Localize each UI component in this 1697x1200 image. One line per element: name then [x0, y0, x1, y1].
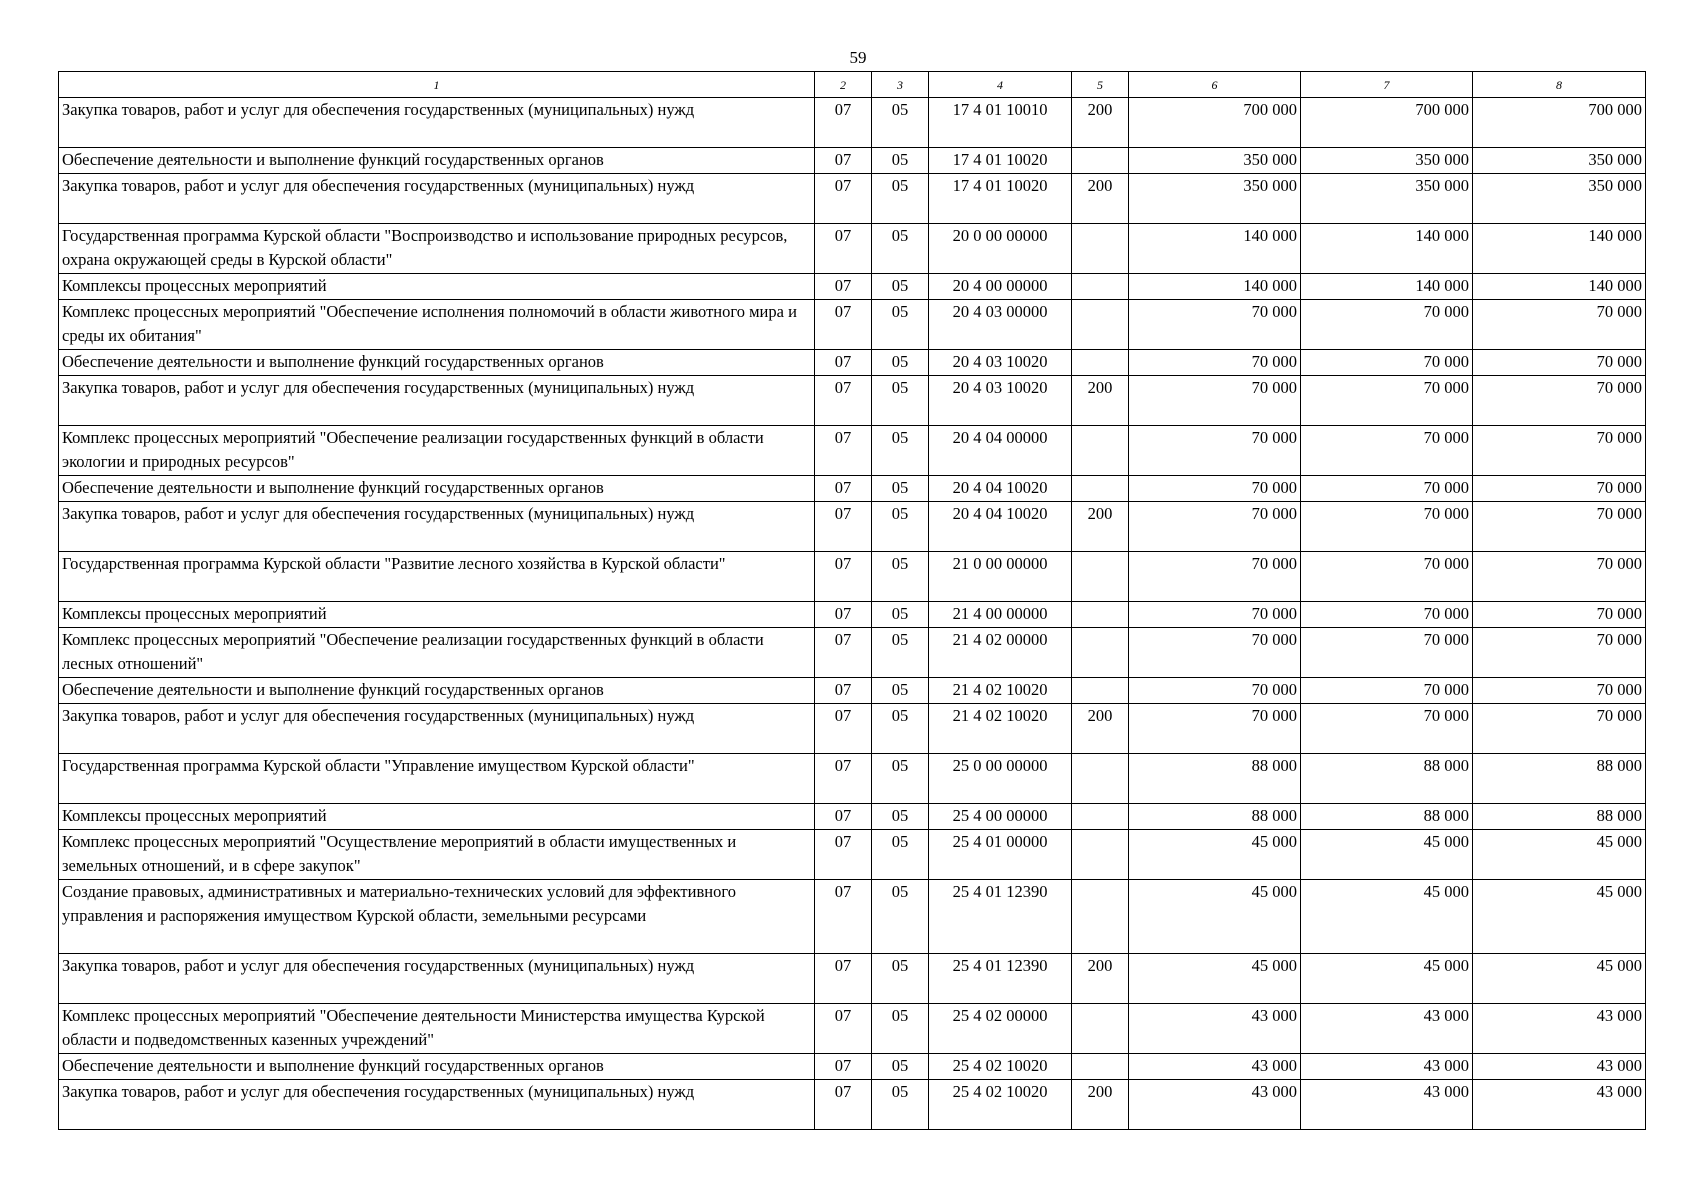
table-row	[59, 1004, 1646, 1054]
row-amount-col6-cell: 70 000	[1129, 552, 1301, 602]
row-section-cell: 07	[815, 1054, 872, 1080]
row-name-cell: Закупка товаров, работ и услуг для обеспечения государственных (муниципальных) нужд	[59, 1080, 815, 1130]
table-row	[59, 704, 1646, 754]
row-amount-col6-cell: 140 000	[1129, 224, 1301, 274]
row-target-article-cell: 25 4 02 10020	[929, 1080, 1072, 1130]
row-amount-col8-cell: 350 000	[1473, 174, 1646, 224]
row-target-article-cell: 20 4 03 00000	[929, 300, 1072, 350]
row-target-article-cell: 21 4 02 10020	[929, 678, 1072, 704]
row-amount-col6-cell: 45 000	[1129, 880, 1301, 954]
row-expense-type-cell	[1072, 804, 1129, 830]
row-target-article-cell: 17 4 01 10020	[929, 174, 1072, 224]
row-expense-type-cell	[1072, 1004, 1129, 1054]
row-amount-col8-cell: 43 000	[1473, 1080, 1646, 1130]
row-subsection-cell: 05	[872, 880, 929, 954]
table-row	[59, 754, 1646, 804]
row-target-article-cell: 25 4 01 12390	[929, 954, 1072, 1004]
row-amount-col6-cell: 45 000	[1129, 954, 1301, 1004]
row-target-article-cell: 20 4 03 10020	[929, 376, 1072, 426]
row-target-article-cell: 20 4 04 00000	[929, 426, 1072, 476]
row-amount-col7-cell: 70 000	[1301, 704, 1473, 754]
row-amount-col8-cell: 43 000	[1473, 1054, 1646, 1080]
row-amount-col8-cell: 70 000	[1473, 704, 1646, 754]
table-row	[59, 502, 1646, 552]
row-section-cell: 07	[815, 300, 872, 350]
row-section-cell: 07	[815, 804, 872, 830]
row-section-cell: 07	[815, 754, 872, 804]
row-amount-col6-cell: 70 000	[1129, 628, 1301, 678]
row-amount-col6-cell: 43 000	[1129, 1004, 1301, 1054]
table-row	[59, 174, 1646, 224]
row-section-cell: 07	[815, 98, 872, 148]
row-expense-type-cell	[1072, 300, 1129, 350]
row-expense-type-cell: 200	[1072, 174, 1129, 224]
row-amount-col7-cell: 350 000	[1301, 148, 1473, 174]
table-header-row	[59, 72, 1646, 98]
row-subsection-cell: 05	[872, 476, 929, 502]
row-amount-col6-cell: 43 000	[1129, 1054, 1301, 1080]
row-target-article-cell: 20 0 00 00000	[929, 224, 1072, 274]
row-expense-type-cell	[1072, 552, 1129, 602]
row-amount-col6-cell: 45 000	[1129, 830, 1301, 880]
row-amount-col8-cell: 70 000	[1473, 678, 1646, 704]
row-amount-col8-cell: 70 000	[1473, 602, 1646, 628]
row-amount-col8-cell: 70 000	[1473, 502, 1646, 552]
row-amount-col7-cell: 45 000	[1301, 830, 1473, 880]
row-name-cell: Закупка товаров, работ и услуг для обеспечения государственных (муниципальных) нужд	[59, 174, 815, 224]
row-section-cell: 07	[815, 274, 872, 300]
row-subsection-cell: 05	[872, 224, 929, 274]
row-name-cell: Комплексы процессных мероприятий	[59, 602, 815, 628]
row-section-cell: 07	[815, 224, 872, 274]
row-name-cell: Комплекс процессных мероприятий "Обеспечение исполнения полномочий в области животного мира и среды их обитания"	[59, 300, 815, 350]
table-row	[59, 148, 1646, 174]
row-expense-type-cell	[1072, 830, 1129, 880]
row-amount-col8-cell: 140 000	[1473, 274, 1646, 300]
row-target-article-cell: 20 4 00 00000	[929, 274, 1072, 300]
row-name-cell: Закупка товаров, работ и услуг для обеспечения государственных (муниципальных) нужд	[59, 98, 815, 148]
row-section-cell: 07	[815, 1080, 872, 1130]
row-target-article-cell: 25 4 02 10020	[929, 1054, 1072, 1080]
row-name-cell: Закупка товаров, работ и услуг для обеспечения государственных (муниципальных) нужд	[59, 704, 815, 754]
row-subsection-cell: 05	[872, 804, 929, 830]
row-subsection-cell: 05	[872, 754, 929, 804]
row-subsection-cell: 05	[872, 628, 929, 678]
row-amount-col8-cell: 70 000	[1473, 476, 1646, 502]
row-amount-col7-cell: 70 000	[1301, 502, 1473, 552]
header-cell: 2	[815, 72, 872, 98]
row-name-cell: Государственная программа Курской области "Воспроизводство и использование природных ресурсов, охрана окружающей среды в Курской области"	[59, 224, 815, 274]
row-amount-col7-cell: 88 000	[1301, 804, 1473, 830]
row-target-article-cell: 21 4 02 10020	[929, 704, 1072, 754]
row-target-article-cell: 17 4 01 10020	[929, 148, 1072, 174]
row-amount-col8-cell: 70 000	[1473, 426, 1646, 476]
table-row	[59, 1054, 1646, 1080]
row-amount-col7-cell: 70 000	[1301, 678, 1473, 704]
row-subsection-cell: 05	[872, 678, 929, 704]
row-section-cell: 07	[815, 954, 872, 1004]
row-expense-type-cell	[1072, 628, 1129, 678]
row-name-cell: Комплексы процессных мероприятий	[59, 804, 815, 830]
row-amount-col8-cell: 70 000	[1473, 376, 1646, 426]
row-amount-col8-cell: 140 000	[1473, 224, 1646, 274]
row-amount-col6-cell: 70 000	[1129, 704, 1301, 754]
row-name-cell: Обеспечение деятельности и выполнение функций государственных органов	[59, 148, 815, 174]
row-section-cell: 07	[815, 880, 872, 954]
row-name-cell: Комплекс процессных мероприятий "Осуществление мероприятий в области имущественных и земельных отношений, и в сфере закупок"	[59, 830, 815, 880]
row-amount-col6-cell: 43 000	[1129, 1080, 1301, 1130]
row-section-cell: 07	[815, 174, 872, 224]
row-amount-col8-cell: 43 000	[1473, 1004, 1646, 1054]
row-section-cell: 07	[815, 502, 872, 552]
row-amount-col7-cell: 70 000	[1301, 376, 1473, 426]
row-name-cell: Комплекс процессных мероприятий "Обеспечение реализации государственных функций в области лесных отношений"	[59, 628, 815, 678]
row-amount-col8-cell: 70 000	[1473, 628, 1646, 678]
row-subsection-cell: 05	[872, 376, 929, 426]
row-amount-col8-cell: 70 000	[1473, 552, 1646, 602]
table-row	[59, 300, 1646, 350]
row-amount-col8-cell: 45 000	[1473, 880, 1646, 954]
row-expense-type-cell	[1072, 1054, 1129, 1080]
row-target-article-cell: 25 4 02 00000	[929, 1004, 1072, 1054]
row-section-cell: 07	[815, 350, 872, 376]
row-target-article-cell: 17 4 01 10010	[929, 98, 1072, 148]
row-amount-col8-cell: 45 000	[1473, 830, 1646, 880]
row-subsection-cell: 05	[872, 300, 929, 350]
row-amount-col7-cell: 700 000	[1301, 98, 1473, 148]
table-row	[59, 602, 1646, 628]
row-section-cell: 07	[815, 148, 872, 174]
row-name-cell: Закупка товаров, работ и услуг для обеспечения государственных (муниципальных) нужд	[59, 502, 815, 552]
row-target-article-cell: 25 4 01 00000	[929, 830, 1072, 880]
row-section-cell: 07	[815, 426, 872, 476]
row-subsection-cell: 05	[872, 830, 929, 880]
row-amount-col7-cell: 70 000	[1301, 426, 1473, 476]
row-amount-col6-cell: 350 000	[1129, 174, 1301, 224]
row-expense-type-cell	[1072, 148, 1129, 174]
row-name-cell: Комплексы процессных мероприятий	[59, 274, 815, 300]
row-amount-col7-cell: 70 000	[1301, 350, 1473, 376]
row-target-article-cell: 20 4 04 10020	[929, 476, 1072, 502]
table-row	[59, 376, 1646, 426]
row-subsection-cell: 05	[872, 1054, 929, 1080]
row-target-article-cell: 20 4 04 10020	[929, 502, 1072, 552]
row-subsection-cell: 05	[872, 602, 929, 628]
row-section-cell: 07	[815, 704, 872, 754]
row-expense-type-cell: 200	[1072, 954, 1129, 1004]
header-cell: 1	[59, 72, 815, 98]
row-name-cell: Закупка товаров, работ и услуг для обеспечения государственных (муниципальных) нужд	[59, 954, 815, 1004]
row-subsection-cell: 05	[872, 704, 929, 754]
row-subsection-cell: 05	[872, 174, 929, 224]
row-section-cell: 07	[815, 602, 872, 628]
table-row	[59, 804, 1646, 830]
row-expense-type-cell: 200	[1072, 704, 1129, 754]
row-name-cell: Обеспечение деятельности и выполнение функций государственных органов	[59, 678, 815, 704]
row-amount-col7-cell: 70 000	[1301, 552, 1473, 602]
row-target-article-cell: 21 4 02 00000	[929, 628, 1072, 678]
row-amount-col8-cell: 45 000	[1473, 954, 1646, 1004]
row-amount-col7-cell: 350 000	[1301, 174, 1473, 224]
row-amount-col7-cell: 70 000	[1301, 602, 1473, 628]
header-cell: 7	[1301, 72, 1473, 98]
row-amount-col7-cell: 43 000	[1301, 1054, 1473, 1080]
table-row	[59, 350, 1646, 376]
row-subsection-cell: 05	[872, 350, 929, 376]
row-amount-col7-cell: 140 000	[1301, 274, 1473, 300]
table-row	[59, 830, 1646, 880]
table-row	[59, 426, 1646, 476]
row-amount-col6-cell: 70 000	[1129, 602, 1301, 628]
row-subsection-cell: 05	[872, 552, 929, 602]
header-cell: 6	[1129, 72, 1301, 98]
table-row	[59, 274, 1646, 300]
row-name-cell: Создание правовых, административных и материально-технических условий для эффективного управления и распоряжения имуществом Курской области, земельными ресурсами	[59, 880, 815, 954]
row-name-cell: Государственная программа Курской области "Управление имуществом Курской области"	[59, 754, 815, 804]
table-row	[59, 224, 1646, 274]
row-amount-col7-cell: 43 000	[1301, 1080, 1473, 1130]
page-number: 59	[849, 48, 867, 67]
row-expense-type-cell	[1072, 754, 1129, 804]
table-row	[59, 98, 1646, 148]
row-amount-col7-cell: 70 000	[1301, 628, 1473, 678]
row-amount-col6-cell: 70 000	[1129, 350, 1301, 376]
row-target-article-cell: 25 4 00 00000	[929, 804, 1072, 830]
row-name-cell: Закупка товаров, работ и услуг для обеспечения государственных (муниципальных) нужд	[59, 376, 815, 426]
table-row	[59, 678, 1646, 704]
row-subsection-cell: 05	[872, 274, 929, 300]
row-name-cell: Комплекс процессных мероприятий "Обеспечение реализации государственных функций в области экологии и природных ресурсов"	[59, 426, 815, 476]
row-section-cell: 07	[815, 830, 872, 880]
row-name-cell: Обеспечение деятельности и выполнение функций государственных органов	[59, 350, 815, 376]
row-amount-col8-cell: 700 000	[1473, 98, 1646, 148]
row-amount-col6-cell: 88 000	[1129, 804, 1301, 830]
row-amount-col6-cell: 70 000	[1129, 678, 1301, 704]
row-amount-col8-cell: 70 000	[1473, 350, 1646, 376]
row-expense-type-cell	[1072, 880, 1129, 954]
row-amount-col8-cell: 70 000	[1473, 300, 1646, 350]
row-section-cell: 07	[815, 1004, 872, 1054]
row-amount-col7-cell: 70 000	[1301, 476, 1473, 502]
row-subsection-cell: 05	[872, 1004, 929, 1054]
budget-table	[58, 71, 1646, 1130]
row-amount-col7-cell: 140 000	[1301, 224, 1473, 274]
row-subsection-cell: 05	[872, 502, 929, 552]
row-target-article-cell: 21 4 00 00000	[929, 602, 1072, 628]
row-amount-col6-cell: 70 000	[1129, 300, 1301, 350]
row-amount-col6-cell: 88 000	[1129, 754, 1301, 804]
row-subsection-cell: 05	[872, 98, 929, 148]
row-subsection-cell: 05	[872, 426, 929, 476]
row-section-cell: 07	[815, 552, 872, 602]
row-expense-type-cell: 200	[1072, 1080, 1129, 1130]
row-expense-type-cell	[1072, 350, 1129, 376]
row-expense-type-cell	[1072, 274, 1129, 300]
table-row	[59, 628, 1646, 678]
row-expense-type-cell: 200	[1072, 98, 1129, 148]
row-target-article-cell: 20 4 03 10020	[929, 350, 1072, 376]
row-subsection-cell: 05	[872, 148, 929, 174]
row-target-article-cell: 25 0 00 00000	[929, 754, 1072, 804]
row-amount-col6-cell: 700 000	[1129, 98, 1301, 148]
header-cell: 5	[1072, 72, 1129, 98]
row-amount-col7-cell: 88 000	[1301, 754, 1473, 804]
row-amount-col8-cell: 350 000	[1473, 148, 1646, 174]
table-row	[59, 552, 1646, 602]
row-amount-col8-cell: 88 000	[1473, 804, 1646, 830]
row-amount-col7-cell: 43 000	[1301, 1004, 1473, 1054]
row-expense-type-cell: 200	[1072, 376, 1129, 426]
row-amount-col6-cell: 350 000	[1129, 148, 1301, 174]
row-target-article-cell: 21 0 00 00000	[929, 552, 1072, 602]
row-expense-type-cell	[1072, 678, 1129, 704]
row-section-cell: 07	[815, 476, 872, 502]
row-expense-type-cell	[1072, 602, 1129, 628]
row-amount-col6-cell: 70 000	[1129, 426, 1301, 476]
row-target-article-cell: 25 4 01 12390	[929, 880, 1072, 954]
header-cell: 8	[1473, 72, 1646, 98]
table-row	[59, 476, 1646, 502]
table-row	[59, 880, 1646, 954]
row-amount-col6-cell: 70 000	[1129, 502, 1301, 552]
row-amount-col7-cell: 45 000	[1301, 954, 1473, 1004]
row-expense-type-cell	[1072, 224, 1129, 274]
row-expense-type-cell	[1072, 476, 1129, 502]
table-row	[59, 954, 1646, 1004]
header-cell: 3	[872, 72, 929, 98]
row-name-cell: Обеспечение деятельности и выполнение функций государственных органов	[59, 476, 815, 502]
table-row	[59, 1080, 1646, 1130]
row-section-cell: 07	[815, 678, 872, 704]
row-name-cell: Комплекс процессных мероприятий "Обеспечение деятельности Министерства имущества Курской области и подведомственных казенных учреждений"	[59, 1004, 815, 1054]
row-expense-type-cell: 200	[1072, 502, 1129, 552]
row-expense-type-cell	[1072, 426, 1129, 476]
header-cell: 4	[929, 72, 1072, 98]
row-amount-col6-cell: 70 000	[1129, 476, 1301, 502]
row-name-cell: Обеспечение деятельности и выполнение функций государственных органов	[59, 1054, 815, 1080]
row-amount-col7-cell: 70 000	[1301, 300, 1473, 350]
row-name-cell: Государственная программа Курской области "Развитие лесного хозяйства в Курской области"	[59, 552, 815, 602]
row-section-cell: 07	[815, 376, 872, 426]
row-amount-col6-cell: 140 000	[1129, 274, 1301, 300]
row-amount-col8-cell: 88 000	[1473, 754, 1646, 804]
row-subsection-cell: 05	[872, 954, 929, 1004]
row-amount-col6-cell: 70 000	[1129, 376, 1301, 426]
row-amount-col7-cell: 45 000	[1301, 880, 1473, 954]
row-section-cell: 07	[815, 628, 872, 678]
row-subsection-cell: 05	[872, 1080, 929, 1130]
